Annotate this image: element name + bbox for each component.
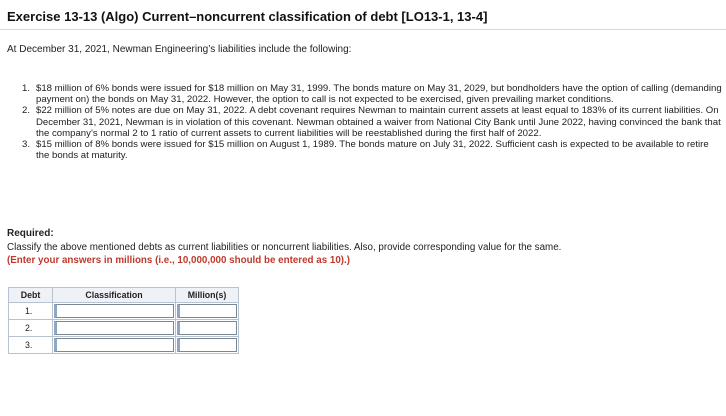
classification-input[interactable]: [54, 304, 174, 318]
classification-cell: [53, 303, 176, 320]
millions-input[interactable]: [177, 338, 237, 352]
table-row: [9, 303, 239, 320]
debt-list: [22, 83, 722, 161]
millions-input[interactable]: [177, 304, 237, 318]
millions-cell: [176, 337, 239, 354]
classification-input[interactable]: [54, 338, 174, 352]
answer-table: [8, 287, 239, 354]
list-item-number: 2.: [22, 105, 31, 117]
list-item: [22, 83, 722, 105]
millions-cell: [176, 320, 239, 337]
list-item-text: $22 million of 5% notes are due on May 31, 2022. A debt covenant requires Newman to maintain current assets at least equal to 183% of its current liabilities. On December 31, 2021, Newman is in violation of this covenant. Newman obtained a waiver from National City Bank until June 2022, having convinced the bank that the company’s normal 2 to 1 ratio of current assets to current liabilities will be reestablished during the first half of 2022.: [36, 105, 721, 139]
entry-note: (Enter your answers in millions (i.e., 10,000,000 should be entered as 10).): [7, 255, 351, 266]
page-title: Exercise 13-13 (Algo) Current–noncurrent classification of debt [LO13-1, 13-4]: [7, 9, 488, 24]
intro-text: At December 31, 2021, Newman Engineering’s liabilities include the following:: [7, 44, 352, 55]
column-header-millions: Million(s): [176, 288, 239, 303]
list-item-text: $18 million of 6% bonds were issued for $18 million on May 31, 1999. The bonds mature on May 31, 2029, but bondholders have the option of calling (demanding payment on) the bonds on May 31, 2022. However, the option to call is not expected to be exercised, given prevailing market conditions.: [36, 83, 722, 106]
classification-input[interactable]: [54, 321, 174, 335]
required-heading: Required:: [7, 228, 54, 239]
list-item-number: 3.: [22, 139, 31, 151]
list-item-text: $15 million of 8% bonds were issued for $15 million on August 1, 1989. The bonds mature on July 31, 2022. Sufficient cash is expected to be available to retire the bonds at maturity.: [36, 139, 709, 162]
debt-number-cell: 2.: [9, 320, 53, 337]
table-row: [9, 320, 239, 337]
classification-cell: [53, 320, 176, 337]
list-item-number: 1.: [22, 83, 31, 94]
millions-cell: [176, 303, 239, 320]
list-item: [22, 105, 722, 139]
title-divider: [0, 29, 726, 30]
column-header-debt: Debt: [9, 288, 53, 303]
list-item: [22, 139, 722, 161]
debt-number-cell: 3.: [9, 337, 53, 354]
debt-number-cell: 1.: [9, 303, 53, 320]
classification-cell: [53, 337, 176, 354]
instruction-text: Classify the above mentioned debts as current liabilities or noncurrent liabilities. Also, provide corresponding value for the same.: [7, 242, 562, 253]
column-header-classification: Classification: [53, 288, 176, 303]
millions-input[interactable]: [177, 321, 237, 335]
table-header-row: [9, 288, 239, 303]
table-row: [9, 337, 239, 354]
